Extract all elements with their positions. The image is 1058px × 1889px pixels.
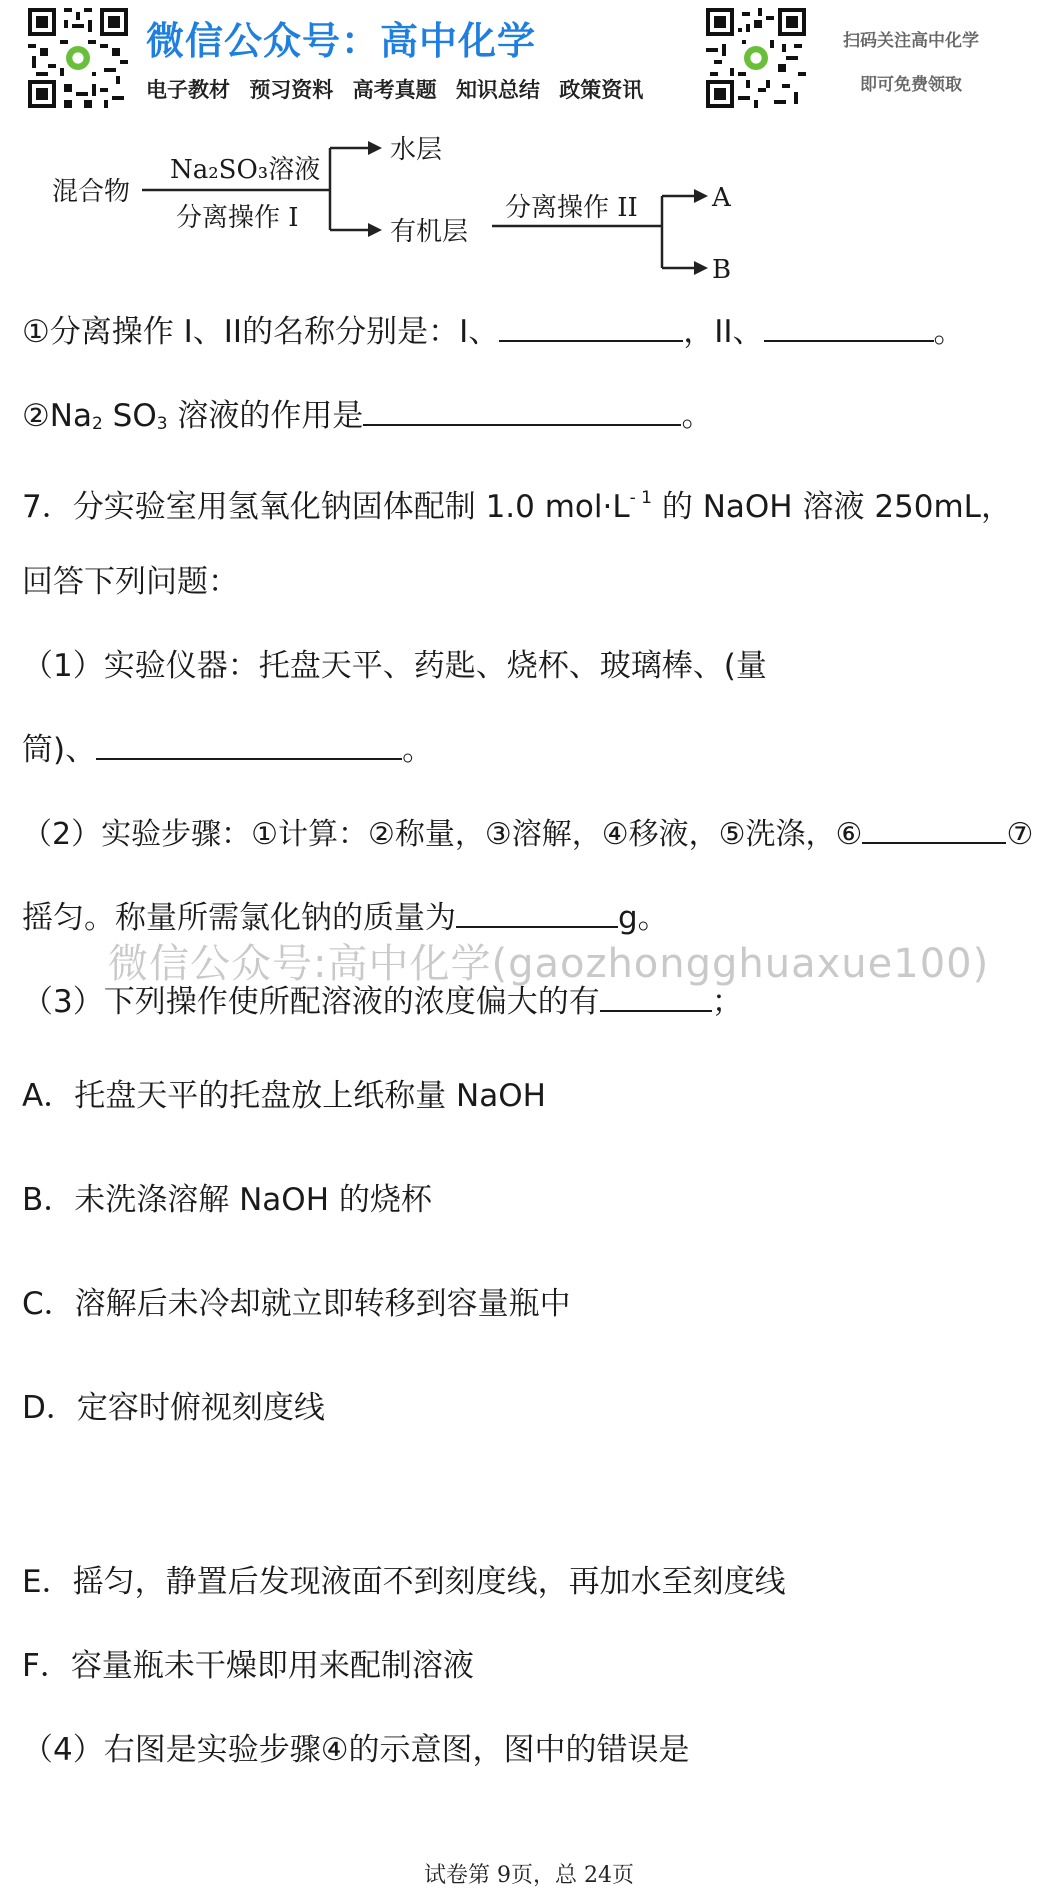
diagram-op1-label: 分离操作 I [176, 203, 299, 233]
q6-item1 [22, 312, 965, 352]
diagram-op2-label: 分离操作 II [505, 193, 638, 223]
answer-blank [96, 730, 402, 760]
q7-option-f: F．容量瓶未干燥即用来配制溶液 [22, 1648, 474, 1684]
diagram-water-layer-label: 水层 [390, 135, 443, 165]
answer-blank [862, 814, 1006, 844]
subscript: 2 [91, 414, 103, 434]
watermark: 微信公众号:高中化学(gaozhongghuaxue100) [108, 941, 990, 987]
header-title: 微信公众号：高中化学 [146, 19, 537, 63]
header-sub-item: 预习资料 [249, 78, 334, 102]
answer-blank [456, 898, 618, 928]
diagram-mixture-label: 混合物 [52, 177, 131, 207]
separation-flow-diagram [30, 130, 750, 285]
q7-part3-text: （3）下列操作使所配溶液的浓度偏大的有 [22, 984, 600, 1020]
superscript: - 1 [629, 488, 652, 508]
q7-option-e: E．摇匀，静置后发现液面不到刻度线，再加水至刻度线 [22, 1564, 786, 1600]
subscript: 3 [156, 414, 168, 434]
header-sub-item: 政策资讯 [559, 78, 644, 102]
q7-part2-end: g。 [618, 900, 669, 936]
header-sub-item: 电子教材 [146, 78, 230, 102]
q6-item2 [22, 396, 712, 444]
q7-part2-text: 摇匀。称量所需氯化钠的质量为 [22, 900, 456, 936]
q7-part1-cont [22, 730, 433, 770]
q7-option-c: C．溶解后未冷却就立即转移到容量瓶中 [22, 1286, 571, 1322]
q7-option-d: D．定容时俯视刻度线 [22, 1390, 325, 1426]
q7-part2-text: （2）实验步骤：①计算：②称量，③溶解，④移液，⑤洗涤，⑥ [22, 817, 863, 852]
answer-blank [363, 396, 681, 426]
diagram-output-b-label: B [712, 255, 732, 285]
header-sub-item: 知识总结 [455, 78, 540, 102]
diagram-reagent-label: Na₂SO₃溶液 [170, 155, 321, 185]
header-right-line1: 扫码关注高中化学 [843, 31, 979, 51]
page-footer: 试卷第 9页，总 24页 [424, 1863, 634, 1888]
q7-intro [22, 478, 1012, 527]
q6-item2-text: 溶液的作用是 [167, 398, 364, 434]
q6-item2-end: 。 [681, 398, 713, 434]
q7-part1-end: 。 [402, 732, 434, 768]
q7-intro2: 回答下列问题： [22, 564, 239, 600]
qr-code-left [28, 8, 128, 108]
q7-part1-text: 筒)、 [22, 732, 97, 768]
q7-part1: （1）实验仪器：托盘天平、药匙、烧杯、玻璃棒、(量 [22, 648, 767, 684]
header-right-line2: 即可免费领取 [860, 75, 962, 95]
q7-part4: （4）右图是实验步骤④的示意图，图中的错误是 [22, 1732, 690, 1768]
q7-intro-text: 的 NaOH 溶液 250mL， [652, 489, 1012, 525]
q6-item1-end: 。 [933, 314, 965, 350]
q7-part2-text: ⑦ [1006, 817, 1034, 852]
q7-option-b: B．未洗涤溶解 NaOH 的烧杯 [22, 1182, 432, 1218]
answer-blank [499, 312, 683, 342]
q6-item2-text: SO [102, 398, 157, 434]
q7-option-a: A．托盘天平的托盘放上纸称量 NaOH [22, 1078, 546, 1114]
q7-part3 [22, 982, 743, 1022]
answer-blank [764, 312, 934, 342]
answer-blank [600, 982, 712, 1012]
header-subtitle [146, 74, 655, 104]
qr-code-right [706, 8, 806, 108]
q7-part2 [22, 814, 1033, 855]
q7-part3-end: ； [711, 984, 743, 1020]
header-sub-item: 高考真题 [352, 78, 437, 102]
diagram-output-a-label: A [712, 183, 731, 213]
diagram-organic-layer-label: 有机层 [390, 217, 469, 247]
q6-item1-text: ①分离操作 I、II的名称分别是：I、 [22, 314, 500, 350]
q7-intro-text: 7．分实验室用氢氧化钠固体配制 1.0 mol·L [22, 489, 630, 525]
q6-item1-mid: ，II、 [683, 314, 764, 350]
q6-item2-text: ②Na [22, 398, 92, 434]
